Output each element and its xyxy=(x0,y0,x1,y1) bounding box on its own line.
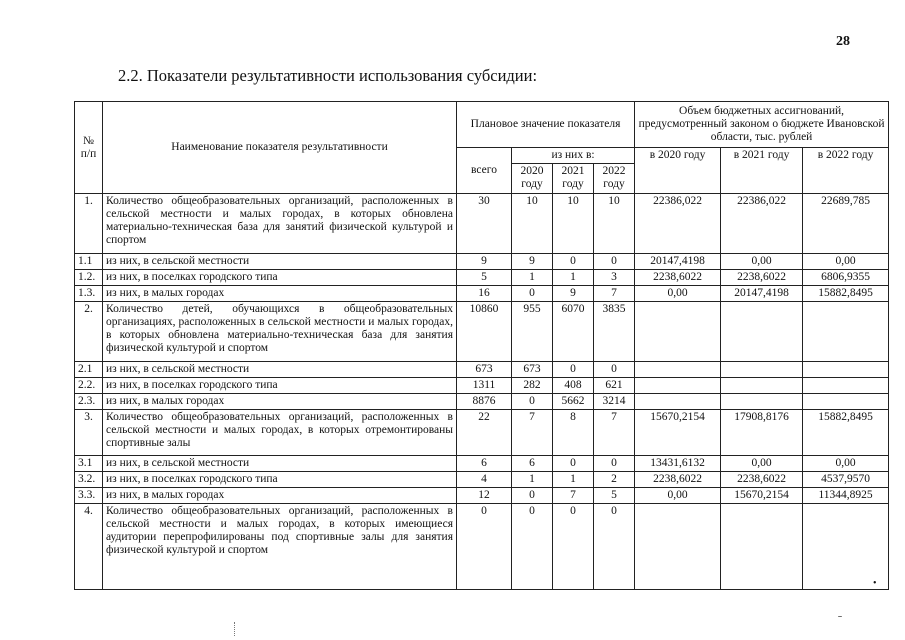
row-num: 2.3. xyxy=(75,394,103,410)
row-budget-2022: 0,00 xyxy=(803,254,889,270)
row-budget-2021 xyxy=(721,394,803,410)
header-plan-2020: 2020 году xyxy=(512,164,553,194)
table-row xyxy=(75,254,889,270)
row-num: 1.3. xyxy=(75,286,103,302)
row-plan-2022: 0 xyxy=(594,504,635,590)
row-plan-2020: 282 xyxy=(512,378,553,394)
row-num: 1.2. xyxy=(75,270,103,286)
row-plan-2020: 6 xyxy=(512,456,553,472)
row-name: из них, в сельской местности xyxy=(103,362,457,378)
row-num: 2. xyxy=(75,302,103,362)
table-row xyxy=(75,472,889,488)
row-plan-2022: 2 xyxy=(594,472,635,488)
row-total: 6 xyxy=(457,456,512,472)
header-plan-2022: 2022 году xyxy=(594,164,635,194)
header-budget-2022: в 2022 году xyxy=(803,148,889,194)
row-plan-2022: 3835 xyxy=(594,302,635,362)
row-total: 22 xyxy=(457,410,512,456)
row-total: 30 xyxy=(457,194,512,254)
row-budget-2020: 22386,022 xyxy=(635,194,721,254)
row-plan-2020: 1 xyxy=(512,270,553,286)
row-budget-2021 xyxy=(721,362,803,378)
row-budget-2022 xyxy=(803,378,889,394)
row-plan-2020: 0 xyxy=(512,504,553,590)
row-plan-2021: 7 xyxy=(553,488,594,504)
row-plan-2020: 0 xyxy=(512,286,553,302)
row-name: Количество общеобразовательных организаций, расположенных в сельской местности и малых городах, в которых отремонтированы спортивные залы xyxy=(103,410,457,456)
row-budget-2021: 22386,022 xyxy=(721,194,803,254)
row-plan-2022: 3214 xyxy=(594,394,635,410)
scan-speck: • xyxy=(873,578,877,589)
header-plan-2021: 2021 году xyxy=(553,164,594,194)
row-budget-2020 xyxy=(635,504,721,590)
header-budget-2020: в 2020 году xyxy=(635,148,721,194)
row-budget-2020 xyxy=(635,394,721,410)
row-budget-2020: 2238,6022 xyxy=(635,472,721,488)
table-row xyxy=(75,410,889,456)
row-budget-2021 xyxy=(721,378,803,394)
indicators-table xyxy=(74,101,889,590)
row-num: 3.2. xyxy=(75,472,103,488)
row-budget-2021 xyxy=(721,504,803,590)
row-budget-2022: 4537,9570 xyxy=(803,472,889,488)
row-name: Количество общеобразовательных организаций, расположенных в сельской местности и малых городах, в которых обновлена материально-техническая база для занятий физической культурой и спортом xyxy=(103,194,457,254)
row-name: из них, в малых городах xyxy=(103,488,457,504)
row-plan-2021: 0 xyxy=(553,254,594,270)
row-budget-2022 xyxy=(803,302,889,362)
row-total: 673 xyxy=(457,362,512,378)
row-num: 3.3. xyxy=(75,488,103,504)
row-name: из них, в поселках городского типа xyxy=(103,270,457,286)
row-plan-2020: 673 xyxy=(512,362,553,378)
row-budget-2021: 2238,6022 xyxy=(721,270,803,286)
row-budget-2020: 0,00 xyxy=(635,488,721,504)
table-row xyxy=(75,286,889,302)
row-budget-2022 xyxy=(803,362,889,378)
row-plan-2020: 0 xyxy=(512,394,553,410)
row-budget-2020: 0,00 xyxy=(635,286,721,302)
table-row xyxy=(75,378,889,394)
row-total: 5 xyxy=(457,270,512,286)
row-name: из них, в малых городах xyxy=(103,286,457,302)
row-total: 10860 xyxy=(457,302,512,362)
row-name: Количество детей, обучающихся в общеобразовательных организациях, расположенных в сельской местности и малых городах, в которых обновлена материально-техническая база для занятия физической культурой и спортом xyxy=(103,302,457,362)
table-row xyxy=(75,456,889,472)
row-plan-2022: 10 xyxy=(594,194,635,254)
row-budget-2020 xyxy=(635,362,721,378)
header-budget: Объем бюджетных ассигнований, предусмотренный законом о бюджете Ивановской области, тыс. рублей xyxy=(635,102,889,148)
table-row xyxy=(75,362,889,378)
row-plan-2022: 0 xyxy=(594,362,635,378)
row-budget-2021: 17908,8176 xyxy=(721,410,803,456)
table-row xyxy=(75,194,889,254)
row-plan-2022: 0 xyxy=(594,254,635,270)
row-budget-2022 xyxy=(803,394,889,410)
row-num: 1. xyxy=(75,194,103,254)
table-row xyxy=(75,270,889,286)
row-budget-2022: 15882,8495 xyxy=(803,410,889,456)
row-budget-2021: 2238,6022 xyxy=(721,472,803,488)
row-budget-2021: 20147,4198 xyxy=(721,286,803,302)
row-name: из них, в сельской местности xyxy=(103,456,457,472)
row-budget-2021 xyxy=(721,302,803,362)
table-row xyxy=(75,504,889,590)
row-budget-2022: 15882,8495 xyxy=(803,286,889,302)
row-plan-2022: 5 xyxy=(594,488,635,504)
row-plan-2021: 0 xyxy=(553,504,594,590)
row-budget-2021: 0,00 xyxy=(721,456,803,472)
row-plan-2021: 8 xyxy=(553,410,594,456)
row-budget-2020 xyxy=(635,302,721,362)
row-plan-2022: 7 xyxy=(594,410,635,456)
row-plan-2021: 1 xyxy=(553,472,594,488)
row-num: 3. xyxy=(75,410,103,456)
row-plan-2021: 1 xyxy=(553,270,594,286)
row-name: из них, в малых городах xyxy=(103,394,457,410)
row-budget-2022: 11344,8925 xyxy=(803,488,889,504)
page-number: 28 xyxy=(836,34,850,49)
scan-mark: ˉ xyxy=(838,612,842,626)
row-budget-2022: 0,00 xyxy=(803,456,889,472)
row-name: из них, в сельской местности xyxy=(103,254,457,270)
row-plan-2020: 955 xyxy=(512,302,553,362)
row-budget-2020: 2238,6022 xyxy=(635,270,721,286)
row-plan-2021: 0 xyxy=(553,456,594,472)
table-row xyxy=(75,394,889,410)
row-name: Количество общеобразовательных организаций, расположенных в сельской местности и малых городах, в которых имеющиеся аудитории перепрофилированы под спортивные залы для занятия физической культурой и спортом xyxy=(103,504,457,590)
row-plan-2020: 10 xyxy=(512,194,553,254)
header-of-them: из них в: xyxy=(512,148,635,164)
row-num: 2.2. xyxy=(75,378,103,394)
row-num: 2.1 xyxy=(75,362,103,378)
row-budget-2022: 6806,9355 xyxy=(803,270,889,286)
row-budget-2021: 0,00 xyxy=(721,254,803,270)
header-budget-2021: в 2021 году xyxy=(721,148,803,194)
row-plan-2022: 3 xyxy=(594,270,635,286)
row-budget-2022 xyxy=(803,504,889,590)
row-plan-2022: 0 xyxy=(594,456,635,472)
header-num: № п/п xyxy=(75,102,103,194)
header-plan: Плановое значение показателя xyxy=(457,102,635,148)
row-num: 1.1 xyxy=(75,254,103,270)
row-plan-2021: 10 xyxy=(553,194,594,254)
row-budget-2020 xyxy=(635,378,721,394)
row-total: 4 xyxy=(457,472,512,488)
row-budget-2020: 20147,4198 xyxy=(635,254,721,270)
row-total: 12 xyxy=(457,488,512,504)
row-plan-2020: 7 xyxy=(512,410,553,456)
row-plan-2021: 5662 xyxy=(553,394,594,410)
row-name: из них, в поселках городского типа xyxy=(103,378,457,394)
row-budget-2020: 13431,6132 xyxy=(635,456,721,472)
row-plan-2022: 7 xyxy=(594,286,635,302)
row-plan-2021: 6070 xyxy=(553,302,594,362)
row-plan-2021: 0 xyxy=(553,362,594,378)
row-plan-2021: 9 xyxy=(553,286,594,302)
row-total: 0 xyxy=(457,504,512,590)
row-total: 9 xyxy=(457,254,512,270)
row-num: 4. xyxy=(75,504,103,590)
header-total: всего xyxy=(457,148,512,194)
row-plan-2021: 408 xyxy=(553,378,594,394)
row-plan-2020: 0 xyxy=(512,488,553,504)
row-plan-2022: 621 xyxy=(594,378,635,394)
row-plan-2020: 9 xyxy=(512,254,553,270)
row-total: 16 xyxy=(457,286,512,302)
row-budget-2022: 22689,785 xyxy=(803,194,889,254)
scan-line xyxy=(234,622,236,636)
row-total: 1311 xyxy=(457,378,512,394)
table-row xyxy=(75,488,889,504)
row-name: из них, в поселках городского типа xyxy=(103,472,457,488)
section-title: 2.2. Показатели результативности использования субсидии: xyxy=(118,66,538,85)
row-plan-2020: 1 xyxy=(512,472,553,488)
header-name: Наименование показателя результативности xyxy=(103,102,457,194)
row-total: 8876 xyxy=(457,394,512,410)
row-budget-2020: 15670,2154 xyxy=(635,410,721,456)
table-row xyxy=(75,302,889,362)
row-budget-2021: 15670,2154 xyxy=(721,488,803,504)
row-num: 3.1 xyxy=(75,456,103,472)
